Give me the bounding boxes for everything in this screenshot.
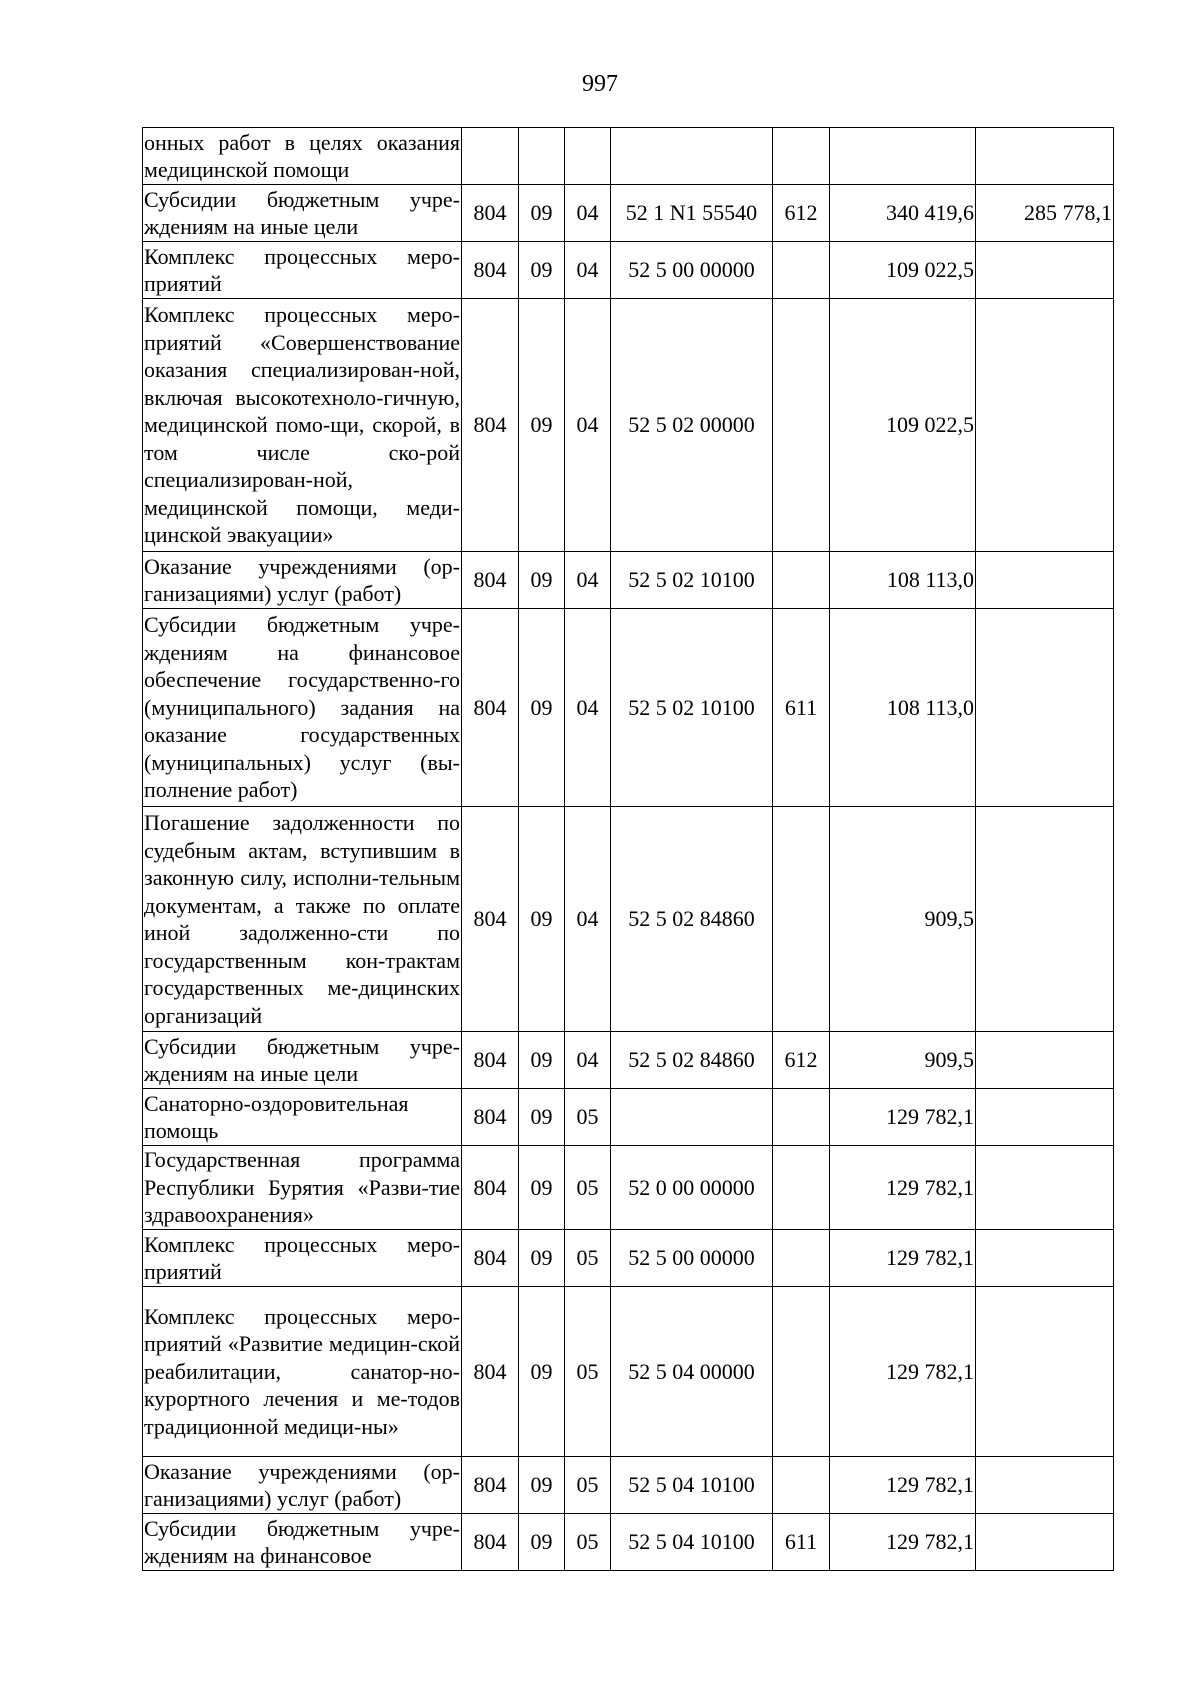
row-sum-2 bbox=[976, 1457, 1114, 1514]
table-row bbox=[143, 807, 1114, 1032]
row-csr: 52 5 02 00000 bbox=[611, 299, 773, 552]
row-rz bbox=[519, 128, 565, 185]
row-csr: 52 5 00 00000 bbox=[611, 242, 773, 299]
row-vr bbox=[773, 1287, 830, 1457]
row-gr: 804 bbox=[462, 1146, 519, 1230]
row-pr: 04 bbox=[565, 609, 611, 807]
row-csr: 52 5 02 84860 bbox=[611, 807, 773, 1032]
row-gr: 804 bbox=[462, 609, 519, 807]
row-rz: 09 bbox=[519, 552, 565, 609]
row-sum-1: 109 022,5 bbox=[830, 299, 976, 552]
row-pr: 05 bbox=[565, 1146, 611, 1230]
row-sum-1: 129 782,1 bbox=[830, 1230, 976, 1287]
table-row bbox=[143, 1032, 1114, 1089]
row-sum-1: 129 782,1 bbox=[830, 1287, 976, 1457]
row-sum-2 bbox=[976, 552, 1114, 609]
row-rz: 09 bbox=[519, 185, 565, 242]
row-pr: 04 bbox=[565, 807, 611, 1032]
row-csr: 52 5 02 84860 bbox=[611, 1032, 773, 1089]
row-pr bbox=[565, 128, 611, 185]
row-name: Субсидии бюджетным учре-ждениям на финансовое обеспечение государственно-го (муниципального) задания на оказание государственных (муниципальных) услуг (вы-полнение работ) bbox=[143, 609, 462, 807]
row-name: Комплекс процессных меро-приятий «Развитие медицин-ской реабилитации, санатор-но-курортного лечения и ме-тодов традиционной медици-ны» bbox=[143, 1287, 462, 1457]
row-gr: 804 bbox=[462, 1032, 519, 1089]
row-gr: 804 bbox=[462, 1287, 519, 1457]
row-sum-2 bbox=[976, 807, 1114, 1032]
row-vr: 612 bbox=[773, 185, 830, 242]
row-gr: 804 bbox=[462, 242, 519, 299]
table-row bbox=[143, 1457, 1114, 1514]
row-sum-1: 340 419,6 bbox=[830, 185, 976, 242]
row-vr: 612 bbox=[773, 1032, 830, 1089]
table-row bbox=[143, 1230, 1114, 1287]
table-row bbox=[143, 299, 1114, 552]
row-csr: 52 5 04 10100 bbox=[611, 1457, 773, 1514]
row-name: Субсидии бюджетным учре-ждениям на иные цели bbox=[143, 185, 462, 242]
row-sum-1: 108 113,0 bbox=[830, 609, 976, 807]
row-sum-1: 129 782,1 bbox=[830, 1457, 976, 1514]
row-rz: 09 bbox=[519, 1514, 565, 1571]
row-sum-2 bbox=[976, 1146, 1114, 1230]
table-row bbox=[143, 1287, 1114, 1457]
row-vr: 611 bbox=[773, 1514, 830, 1571]
row-csr: 52 5 04 00000 bbox=[611, 1287, 773, 1457]
row-rz: 09 bbox=[519, 807, 565, 1032]
row-pr: 05 bbox=[565, 1089, 611, 1146]
row-vr bbox=[773, 242, 830, 299]
row-vr bbox=[773, 807, 830, 1032]
page-number: 997 bbox=[582, 71, 618, 97]
row-name: Субсидии бюджетным учре-ждениям на иные цели bbox=[143, 1032, 462, 1089]
row-gr: 804 bbox=[462, 807, 519, 1032]
row-vr bbox=[773, 299, 830, 552]
row-vr bbox=[773, 1089, 830, 1146]
row-sum-2 bbox=[976, 1089, 1114, 1146]
row-vr bbox=[773, 1230, 830, 1287]
row-gr: 804 bbox=[462, 299, 519, 552]
row-name: Санаторно-оздоровительная помощь bbox=[143, 1089, 462, 1146]
row-sum-2 bbox=[976, 1287, 1114, 1457]
row-pr: 05 bbox=[565, 1514, 611, 1571]
table-row bbox=[143, 609, 1114, 807]
row-name: Субсидии бюджетным учре-ждениям на финансовое bbox=[143, 1514, 462, 1571]
row-sum-2 bbox=[976, 1230, 1114, 1287]
row-pr: 05 bbox=[565, 1230, 611, 1287]
row-sum-1: 909,5 bbox=[830, 1032, 976, 1089]
row-rz: 09 bbox=[519, 1230, 565, 1287]
row-sum-1: 109 022,5 bbox=[830, 242, 976, 299]
row-name: Государственная программа Республики Бурятия «Разви-тие здравоохранения» bbox=[143, 1146, 462, 1230]
row-sum-2 bbox=[976, 1514, 1114, 1571]
row-name: Комплекс процессных меро-приятий bbox=[143, 1230, 462, 1287]
row-sum-2 bbox=[976, 128, 1114, 185]
row-rz: 09 bbox=[519, 1146, 565, 1230]
table-row bbox=[143, 552, 1114, 609]
budget-table-body bbox=[143, 128, 1114, 1571]
budget-table bbox=[142, 127, 1114, 1571]
row-vr bbox=[773, 1146, 830, 1230]
row-csr bbox=[611, 1089, 773, 1146]
row-csr: 52 5 02 10100 bbox=[611, 552, 773, 609]
row-pr: 04 bbox=[565, 1032, 611, 1089]
row-sum-2: 285 778,1 bbox=[976, 185, 1114, 242]
row-sum-1: 108 113,0 bbox=[830, 552, 976, 609]
row-rz: 09 bbox=[519, 1089, 565, 1146]
row-csr: 52 1 N1 55540 bbox=[611, 185, 773, 242]
row-gr bbox=[462, 128, 519, 185]
row-pr: 04 bbox=[565, 242, 611, 299]
row-vr bbox=[773, 552, 830, 609]
row-rz: 09 bbox=[519, 609, 565, 807]
row-gr: 804 bbox=[462, 1514, 519, 1571]
table-row bbox=[143, 1514, 1114, 1571]
row-rz: 09 bbox=[519, 1287, 565, 1457]
row-rz: 09 bbox=[519, 242, 565, 299]
row-sum-2 bbox=[976, 299, 1114, 552]
row-gr: 804 bbox=[462, 1230, 519, 1287]
row-gr: 804 bbox=[462, 552, 519, 609]
row-pr: 05 bbox=[565, 1457, 611, 1514]
row-rz: 09 bbox=[519, 299, 565, 552]
row-rz: 09 bbox=[519, 1032, 565, 1089]
row-sum-1: 909,5 bbox=[830, 807, 976, 1032]
row-rz: 09 bbox=[519, 1457, 565, 1514]
row-csr: 52 5 04 10100 bbox=[611, 1514, 773, 1571]
row-name: Оказание учреждениями (ор-ганизациями) услуг (работ) bbox=[143, 552, 462, 609]
row-name: Погашение задолженности по судебным актам, вступившим в законную силу, исполни-тельным документам, а также по оплате иной задолженно-сти по государственным кон-трактам государственных ме-дицинских организаций bbox=[143, 807, 462, 1032]
row-name: Оказание учреждениями (ор-ганизациями) услуг (работ) bbox=[143, 1457, 462, 1514]
row-sum-1: 129 782,1 bbox=[830, 1514, 976, 1571]
row-gr: 804 bbox=[462, 185, 519, 242]
row-sum-2 bbox=[976, 242, 1114, 299]
row-vr bbox=[773, 1457, 830, 1514]
row-csr: 52 0 00 00000 bbox=[611, 1146, 773, 1230]
table-row bbox=[143, 242, 1114, 299]
row-name: Комплекс процессных меро-приятий bbox=[143, 242, 462, 299]
table-row bbox=[143, 1146, 1114, 1230]
row-csr bbox=[611, 128, 773, 185]
table-row bbox=[143, 185, 1114, 242]
table-row bbox=[143, 1089, 1114, 1146]
row-csr: 52 5 00 00000 bbox=[611, 1230, 773, 1287]
row-name: онных работ в целях оказания медицинской помощи bbox=[143, 128, 462, 185]
row-sum-2 bbox=[976, 609, 1114, 807]
row-sum-1: 129 782,1 bbox=[830, 1089, 976, 1146]
row-sum-2 bbox=[976, 1032, 1114, 1089]
row-vr: 611 bbox=[773, 609, 830, 807]
row-pr: 04 bbox=[565, 552, 611, 609]
row-sum-1: 129 782,1 bbox=[830, 1146, 976, 1230]
row-pr: 04 bbox=[565, 299, 611, 552]
table-row bbox=[143, 128, 1114, 185]
row-pr: 05 bbox=[565, 1287, 611, 1457]
row-gr: 804 bbox=[462, 1089, 519, 1146]
row-vr bbox=[773, 128, 830, 185]
row-name: Комплекс процессных меро-приятий «Совершенствование оказания специализирован-ной, включая высокотехноло-гичную, медицинской помо-щи, скорой, в том числе ско-рой специализирован-ной, медицинской помощи, меди-цинской эвакуации» bbox=[143, 299, 462, 552]
row-gr: 804 bbox=[462, 1457, 519, 1514]
row-sum-1 bbox=[830, 128, 976, 185]
row-pr: 04 bbox=[565, 185, 611, 242]
row-csr: 52 5 02 10100 bbox=[611, 609, 773, 807]
